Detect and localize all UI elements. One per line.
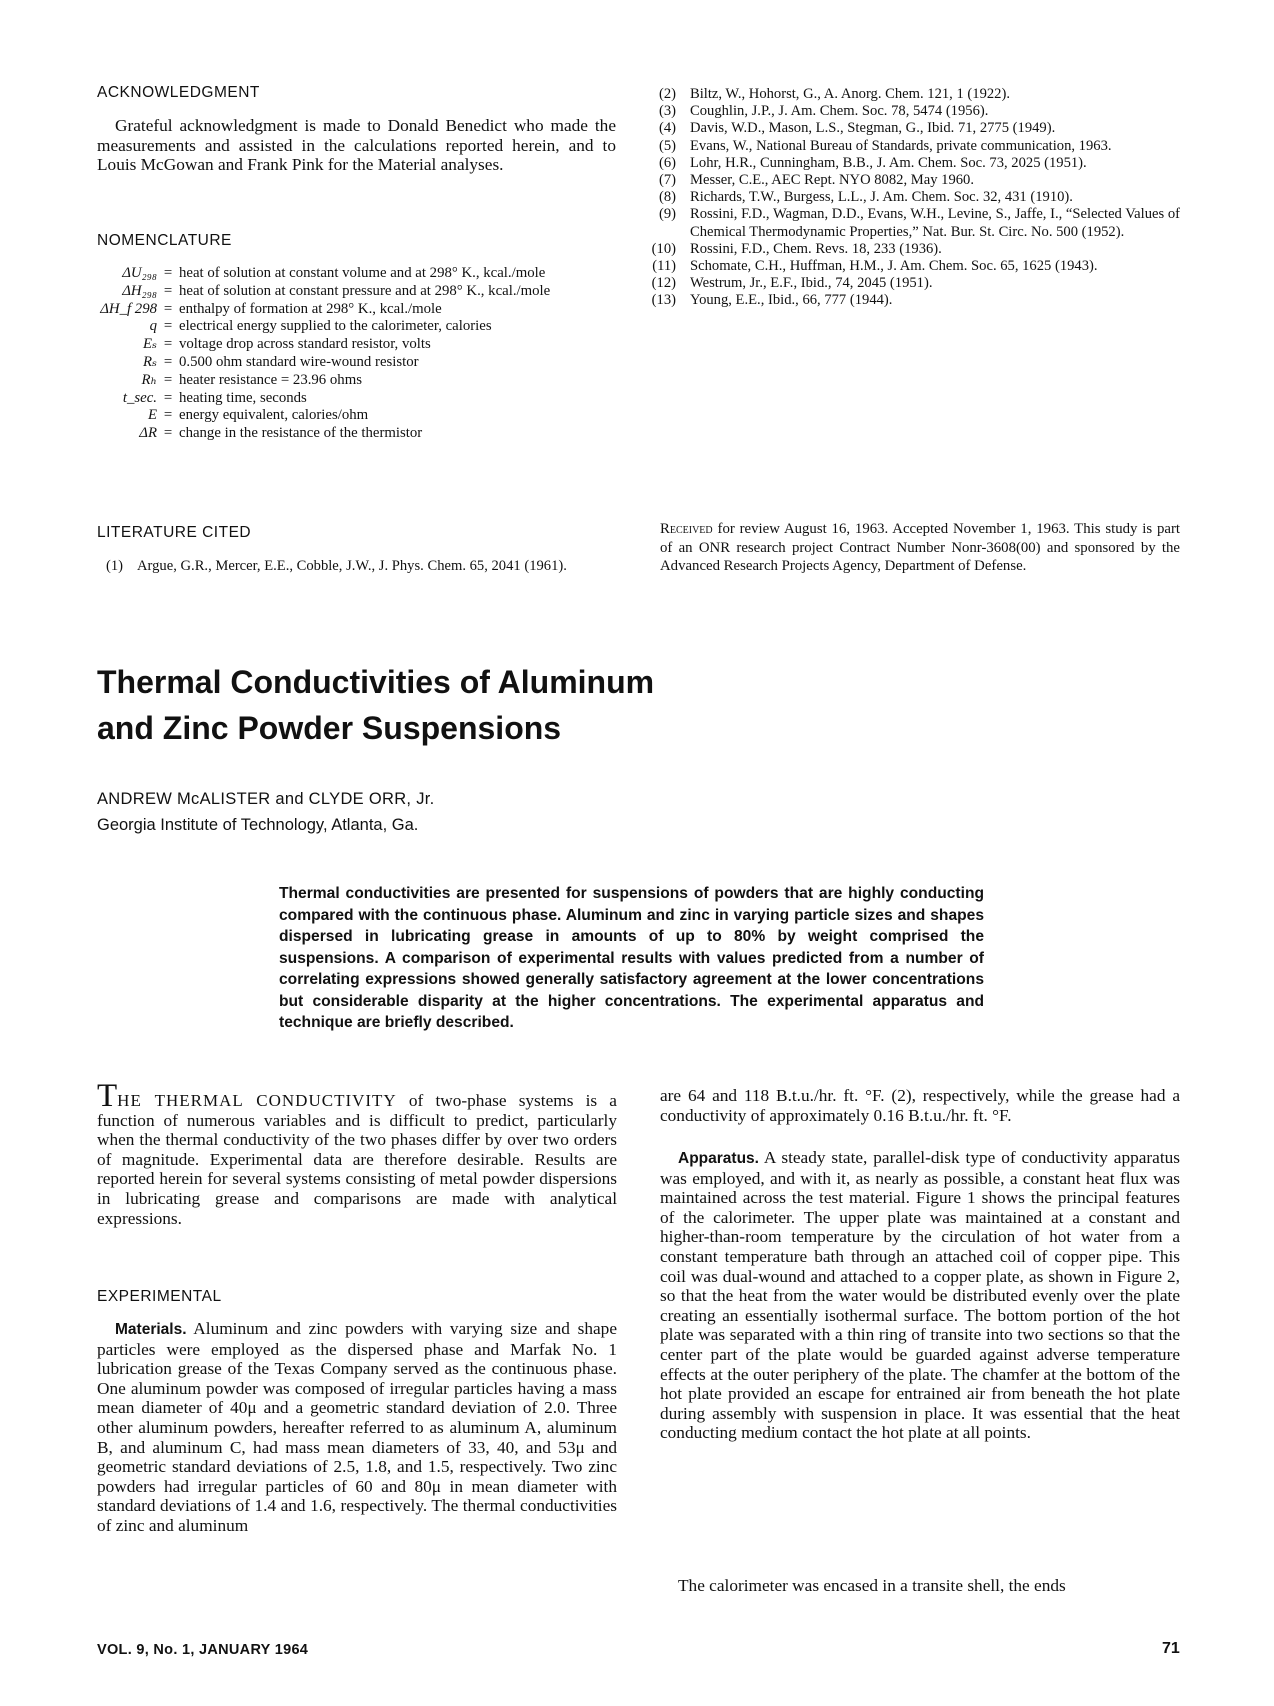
reference <box>650 189 1180 206</box>
article-title-line2: and Zinc Powder Suspensions <box>97 710 562 746</box>
experimental-heading: EXPERIMENTAL <box>97 1288 222 1305</box>
reference <box>650 138 1180 155</box>
col2-continuation: are 64 and 118 B.t.u./hr. ft. °F. (2), respectively, while the grease had a conductivity of approximately 0.16 B.t.u./hr. ft. °F. <box>660 1086 1180 1125</box>
materials-label: Materials. <box>115 1321 187 1338</box>
reference <box>650 241 1180 258</box>
calorimeter-paragraph: The calorimeter was encased in a transite shell, the ends <box>678 1576 1066 1595</box>
nomenclature-item: q = electrical energy supplied to the calorimeter, calories <box>97 318 625 336</box>
reference-text: Davis, W.D., Mason, L.S., Stegman, G., Ibid. 71, 2775 (1949). <box>690 120 1056 137</box>
article-title <box>97 659 897 751</box>
reference <box>650 206 1180 240</box>
nomenclature-desc: heating time, seconds <box>179 389 307 406</box>
nomenclature-symbol: t_sec. <box>122 389 157 406</box>
received-note <box>660 520 1180 576</box>
apparatus-paragraph <box>660 1148 1180 1443</box>
nomenclature-symbol: E <box>147 407 157 424</box>
nomenclature-symbol: ΔU₂₉₈ <box>122 265 157 281</box>
nomenclature-item: ΔH₂₉₈ = heat of solution at constant pressure and at 298° K., kcal./mole <box>97 283 625 301</box>
nomenclature-symbol: ΔH₂₉₈ <box>122 282 157 299</box>
nomenclature-item: t_sec. = heating time, seconds <box>97 390 625 408</box>
nomenclature-desc: heat of solution at constant pressure and at 298° K., kcal./mole <box>179 282 551 299</box>
reference-text: Rossini, F.D., Chem. Revs. 18, 233 (1936). <box>690 240 942 257</box>
nomenclature-item: E = energy equivalent, calories/ohm <box>97 407 625 425</box>
nomenclature-item: Rₕ = heater resistance = 23.96 ohms <box>97 372 625 390</box>
reference-number: (2) <box>658 86 676 102</box>
apparatus-label: Apparatus. <box>678 1150 759 1167</box>
reference <box>97 558 617 575</box>
acknowledgment-text: Grateful acknowledgment is made to Donald Benedict who made the measurements and assisted in the calculations reported herein, and to Louis McGowan and Frank Pink for the Material analyses. <box>97 116 616 175</box>
nomenclature-item: ΔU₂₉₈ = heat of solution at constant volume and at 298° K., kcal./mole <box>97 265 625 283</box>
nomenclature-item: ΔR = change in the resistance of the thermistor <box>97 425 625 443</box>
nomenclature-desc: heat of solution at constant volume and at 298° K., kcal./mole <box>179 265 546 281</box>
reference-number: (6) <box>658 154 676 171</box>
reference-text: Evans, W., National Bureau of Standards, private communication, 1963. <box>690 137 1112 154</box>
nomenclature-symbol: ΔH_f 298 <box>100 300 157 317</box>
literature-list-right <box>650 86 1180 310</box>
reference-number: (4) <box>658 120 676 137</box>
materials-text: Aluminum and zinc powders with varying size and shape particles were employed as the dispersed phase and Marfak No. 1 lubrication grease of the Texas Company served as the continuous phase. One aluminum powder was composed of irregular particles having a mass mean diameter of 40μ and a geometric standard deviation of 2.0. Three other aluminum powders, hereafter referred to as aluminum A, aluminum B, and aluminum C, had mass mean diameters of 33, 40, and 53μ and geometric standard deviations of 2.5, 1.8, and 1.5, respectively. Two zinc powders had irregular particles of 60 and 80μ in mean diameter with standard deviations of 1.4 and 1.6, respectively. The thermal conductivities of zinc and aluminum <box>97 1319 617 1535</box>
reference-number: (9) <box>658 206 676 223</box>
reference-text: Westrum, Jr., E.F., Ibid., 74, 2045 (1951). <box>690 275 933 292</box>
nomenclature-item: ΔH_f 298 = enthalpy of formation at 298° K., kcal./mole <box>97 301 625 319</box>
reference-text: Rossini, F.D., Wagman, D.D., Evans, W.H., Levine, S., Jaffe, I., “Selected Values of Chemical Thermodynamic Properties,” Nat. Bur. St. Circ. No. 500 (1952). <box>690 206 1180 240</box>
nomenclature-item: Eₛ = voltage drop across standard resistor, volts <box>97 336 625 354</box>
received-text: for review August 16, 1963. Accepted November 1, 1963. This study is part of an ONR research project Contract Number Nonr-3608(00) and sponsored by the Advanced Research Projects Agency, Department of Defense. <box>660 521 1180 575</box>
nomenclature-list <box>97 265 625 443</box>
reference <box>650 258 1180 275</box>
reference-text: Argue, G.R., Mercer, E.E., Cobble, J.W., J. Phys. Chem. 65, 2041 (1961). <box>137 558 567 574</box>
affiliation: Georgia Institute of Technology, Atlanta, Ga. <box>97 816 419 834</box>
page-number: 71 <box>1162 1640 1180 1657</box>
literature-list-left <box>97 558 617 575</box>
authors: ANDREW McALISTER and CLYDE ORR, Jr. <box>97 790 435 808</box>
nomenclature-desc: enthalpy of formation at 298° K., kcal./mole <box>179 300 442 317</box>
reference-number: (7) <box>658 172 676 189</box>
reference-number: (10) <box>651 240 676 257</box>
nomenclature-symbol: ΔR <box>139 425 157 442</box>
reference-number: (13) <box>651 292 676 309</box>
intro-smallcaps: HE THERMAL CONDUCTIVITY <box>117 1091 397 1110</box>
reference-text: Richards, T.W., Burgess, L.L., J. Am. Chem. Soc. 32, 431 (1910). <box>690 189 1073 206</box>
reference <box>650 120 1180 137</box>
nomenclature-desc: heater resistance = 23.96 ohms <box>179 371 362 388</box>
nomenclature-symbol: q <box>149 318 157 335</box>
acknowledgment-heading: ACKNOWLEDGMENT <box>97 84 260 101</box>
reference <box>650 275 1180 292</box>
nomenclature-symbol: Eₛ <box>142 336 157 353</box>
reference-text: Biltz, W., Hohorst, G., A. Anorg. Chem. 121, 1 (1922). <box>690 86 1010 102</box>
nomenclature-desc: voltage drop across standard resistor, volts <box>179 336 431 353</box>
dropcap: T <box>97 1078 118 1114</box>
reference <box>650 172 1180 189</box>
reference-number: (12) <box>651 275 676 292</box>
reference-number: (1) <box>105 558 123 574</box>
reference <box>650 292 1180 309</box>
literature-heading: LITERATURE CITED <box>97 524 252 541</box>
abstract: Thermal conductivities are presented for suspensions of powders that are highly conducting compared with the continuous phase. Aluminum and zinc in varying particle sizes and shapes dispersed in lubricating grease in amounts of up to 80% by weight comprised the suspensions. A comparison of experimental results with values predicted from a number of correlating expressions showed generally satisfactory agreement at the lower concentrations but considerable disparity at the higher concentrations. The experimental apparatus and technique are briefly described. <box>279 885 984 1031</box>
reference-number: (8) <box>658 189 676 206</box>
journal-footer: VOL. 9, No. 1, JANUARY 1964 <box>97 1642 309 1658</box>
reference <box>650 155 1180 172</box>
apparatus-text: A steady state, parallel-disk type of conductivity apparatus was employed, and with it, as nearly as possible, a constant heat flux was maintained across the test material. Figure 1 shows the principal features of the calorimeter. The upper plate was maintained at a constant and higher-than-room temperature by the circulation of hot water from a constant temperature bath through an attached coil of copper pipe. This coil was dual-wound and attached to a copper plate, as shown in Figure 2, so that the heat from the water would be distributed evenly over the plate creating an essentially isothermal surface. The bottom portion of the hot plate was separated with a thin ring of transite into two sections so that the center part of the plate would be guarded against adverse temperature effects at the outer periphery of the plate. The chamfer at the bottom of the hot plate provided an escape for entrained air from beneath the hot plate during assembly with suspension in place. It was essential that the heat conducting medium contact the hot plate at all points. <box>660 1148 1180 1443</box>
reference-text: Schomate, C.H., Huffman, H.M., J. Am. Chem. Soc. 65, 1625 (1943). <box>690 258 1098 275</box>
reference-number: (11) <box>652 258 676 275</box>
nomenclature-symbol: Rₛ <box>142 353 157 370</box>
reference-number: (3) <box>658 103 676 120</box>
materials-paragraph <box>97 1319 617 1536</box>
nomenclature-desc: energy equivalent, calories/ohm <box>179 407 369 424</box>
nomenclature-desc: electrical energy supplied to the calorimeter, calories <box>179 318 492 335</box>
intro-text: of two-phase systems is a function of numerous variables and is difficult to predict, particularly when the thermal conductivity of the two phases differ by over two orders of magnitude. Experimental data are therefore desirable. Results are reported herein for several systems consisting of metal powder dispersions in lubricating grease and comparisons are made with analytical expressions. <box>97 1091 617 1228</box>
nomenclature-desc: change in the resistance of the thermistor <box>179 425 423 442</box>
reference <box>650 86 1180 103</box>
received-label: Received <box>660 521 713 537</box>
nomenclature-item: Rₛ = 0.500 ohm standard wire-wound resistor <box>97 354 625 372</box>
nomenclature-heading: NOMENCLATURE <box>97 232 232 249</box>
reference-number: (5) <box>658 137 676 154</box>
nomenclature-symbol: Rₕ <box>141 371 157 388</box>
reference-text: Lohr, H.R., Cunningham, B.B., J. Am. Chem. Soc. 73, 2025 (1951). <box>690 154 1087 171</box>
reference-text: Coughlin, J.P., J. Am. Chem. Soc. 78, 5474 (1956). <box>690 103 989 120</box>
reference-text: Young, E.E., Ibid., 66, 777 (1944). <box>690 292 893 309</box>
nomenclature-desc: 0.500 ohm standard wire-wound resistor <box>179 353 419 370</box>
reference-text: Messer, C.E., AEC Rept. NYO 8082, May 1960. <box>690 172 974 189</box>
article-title-line1: Thermal Conductivities of Aluminum <box>97 664 655 700</box>
intro-paragraph <box>97 1078 617 1228</box>
reference <box>650 103 1180 120</box>
